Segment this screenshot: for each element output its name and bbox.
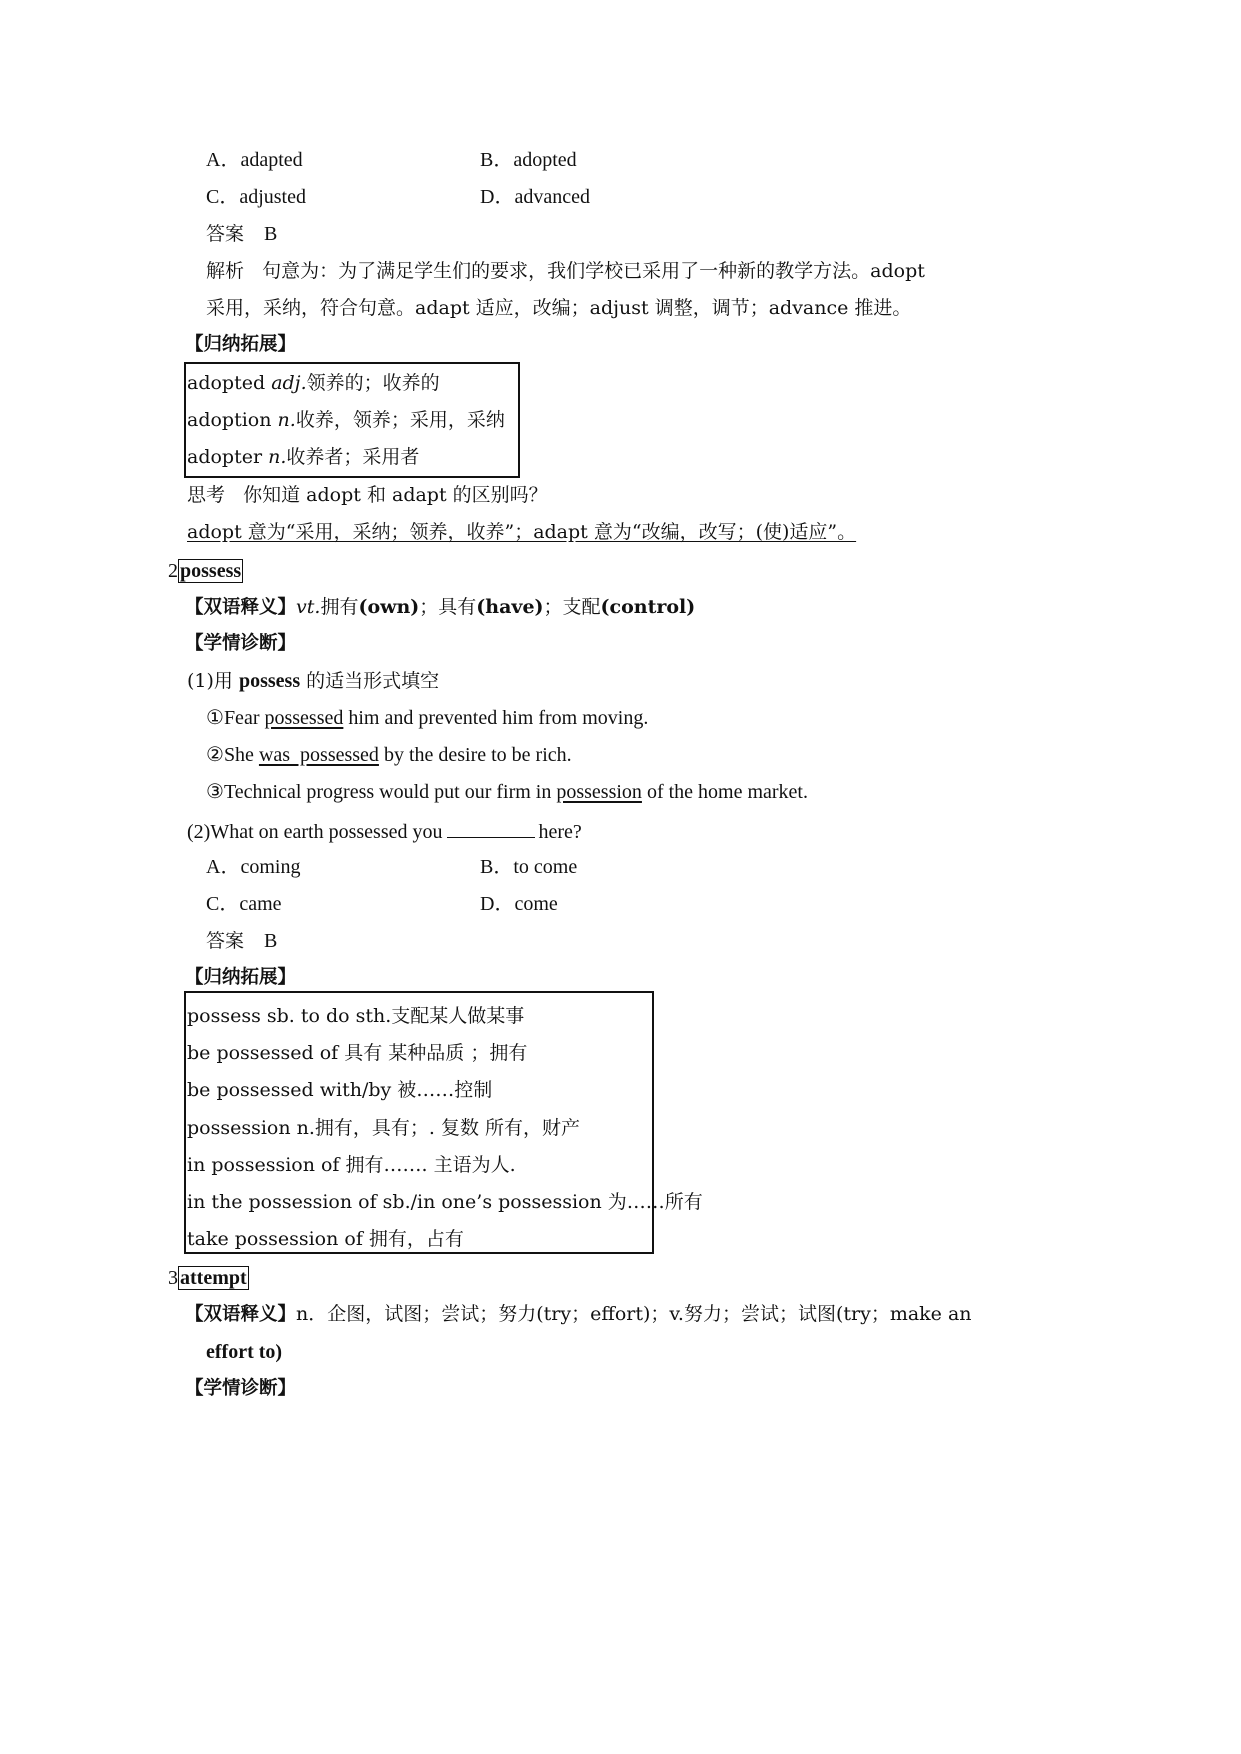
analysis-line-1: 解析 句意为：为了满足学生们的要求，我们学校已采用了一种新的教学方法。adopt: [206, 260, 925, 282]
summary-line: be possessed of 具有 某种品质 ；拥有: [187, 1042, 528, 1064]
summary-line: adopter n.收养者；采用者: [187, 446, 420, 468]
option-c: C．came: [206, 893, 282, 915]
summary-line: take possession of 拥有，占有: [187, 1228, 464, 1250]
summary-heading: 【归纳拓展】: [185, 967, 297, 988]
item-3-title: 3 attempt: [168, 1267, 247, 1289]
bilingual-meaning-cont: effort to): [206, 1341, 283, 1363]
option-c: C．adjusted: [206, 186, 306, 208]
summary-line: in possession of 拥有……. 主语为人.: [187, 1154, 516, 1176]
think-answer: adopt 意为“采用，采纳；领养，收养”；adapt 意为“改编，改写；(使)适应”。: [187, 521, 857, 543]
bilingual-meaning: 【双语释义】vt.拥有(own)；具有(have)；支配(control): [185, 596, 696, 618]
summary-line: in the possession of sb./in one’s possession 为……所有: [187, 1191, 703, 1213]
summary-line: possess sb. to do sth.支配某人做某事: [187, 1005, 525, 1027]
summary-line: possession n.拥有，具有；. 复数 所有，财产: [187, 1117, 581, 1139]
fill-item-1: ①Fear possessed him and prevented him from moving.: [206, 707, 649, 729]
fill-item-2: ②She was possessed by the desire to be rich.: [206, 744, 572, 766]
diagnosis-heading: 【学情诊断】: [185, 633, 297, 654]
task-1: (1)用 possess 的适当形式填空: [187, 670, 440, 692]
option-d: D．come: [480, 893, 558, 915]
summary-line: adopted adj.领养的；收养的: [187, 372, 440, 394]
analysis-line-2: 采用，采纳，符合句意。adapt 适应，改编；adjust 调整，调节；advance 推进。: [206, 297, 912, 319]
option-d: D．advanced: [480, 186, 590, 208]
item-2-title: 2 possess: [168, 560, 242, 582]
think-question: 思考 你知道 adopt 和 adapt 的区别吗？: [187, 484, 548, 506]
answer-line: 答案 B: [206, 930, 278, 952]
summary-line: adoption n.收养，领养；采用，采纳: [187, 409, 505, 431]
option-b: B．to come: [480, 856, 578, 878]
fill-item-3: ③Technical progress would put our firm in possession of the home market.: [206, 781, 808, 803]
answer-line: 答案 B: [206, 223, 278, 245]
option-a: A．coming: [206, 856, 301, 878]
bilingual-meaning: 【双语释义】n．企图，试图；尝试；努力(try；effort)；v.努力；尝试；试图(try；make an: [185, 1303, 972, 1325]
summary-heading: 【归纳拓展】: [185, 334, 297, 355]
task-2: (2)What on earth possessed you here?: [187, 821, 582, 843]
option-a: A．adapted: [206, 149, 303, 171]
diagnosis-heading: 【学情诊断】: [185, 1378, 297, 1399]
answer-blank: [447, 819, 535, 838]
summary-line: be possessed with/by 被……控制: [187, 1079, 493, 1101]
option-b: B．adopted: [480, 149, 577, 171]
